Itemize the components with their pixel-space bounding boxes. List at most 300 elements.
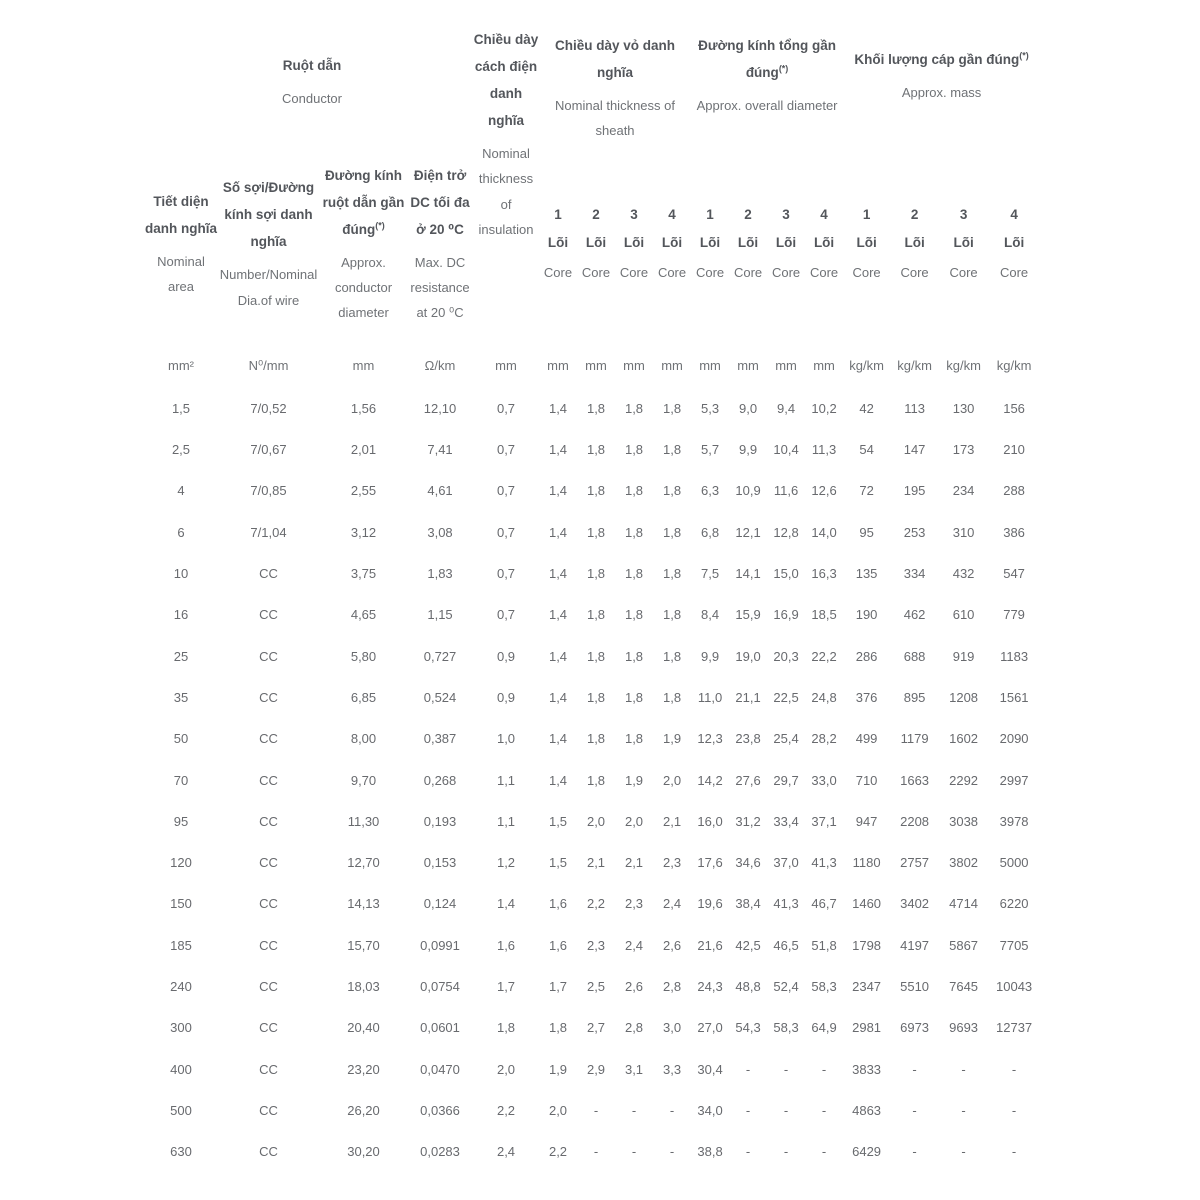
- unit-cell: mm: [495, 358, 517, 374]
- table-cell: 37,1: [811, 813, 837, 829]
- table-cell: 1,4: [548, 607, 568, 623]
- table-cell: CC: [259, 855, 278, 871]
- table-cell: 16: [173, 607, 189, 623]
- table-cell: 7,5: [701, 566, 720, 582]
- table-row: [145, 677, 1040, 718]
- table-cell: 10043: [996, 978, 1033, 994]
- table-cell: 12,70: [347, 855, 380, 871]
- table-cell: CC: [259, 1061, 278, 1077]
- table-cell: 7/1,04: [250, 524, 287, 540]
- table-cell: 33,0: [811, 772, 837, 788]
- table-cell: 1,9: [548, 1061, 568, 1077]
- table-cell: 0,124: [423, 896, 457, 912]
- table-cell: 9693: [949, 1020, 979, 1036]
- table-cell: 190: [855, 607, 878, 623]
- table-cell: -: [961, 1102, 966, 1118]
- table-cell: 1,7: [548, 978, 568, 994]
- table-cell: 2,0: [548, 1102, 568, 1118]
- table-cell: 6,8: [701, 524, 720, 540]
- group-header-overall-diameter: [691, 26, 843, 144]
- table-cell: 0,9: [496, 648, 516, 664]
- table-cell: 1,6: [496, 937, 516, 953]
- table-cell: 3,08: [427, 524, 453, 540]
- table-cell: 1,8: [586, 731, 606, 747]
- group-header-conductor: [217, 26, 407, 144]
- table-cell: 2,3: [624, 896, 644, 912]
- table-cell: 7/0,67: [250, 442, 287, 458]
- core-count-header-2: 2 Lõi Core: [733, 207, 763, 281]
- table-cell: 1,56: [350, 400, 377, 416]
- table-cell: 1208: [949, 689, 979, 705]
- table-cell: CC: [259, 937, 278, 953]
- table-cell: 14,0: [811, 524, 837, 540]
- table-cell: 1,8: [586, 648, 606, 664]
- table-cell: 0,0601: [420, 1020, 460, 1036]
- table-row: [145, 1131, 1040, 1172]
- table-cell: 51,8: [811, 937, 837, 953]
- table-cell: 1,8: [586, 566, 606, 582]
- table-cell: CC: [259, 1102, 278, 1118]
- table-cell: 9,4: [777, 400, 796, 416]
- table-cell: 386: [1003, 524, 1025, 540]
- units-row: [145, 344, 1040, 388]
- table-cell: 0,7: [496, 442, 516, 458]
- table-cell: 3402: [900, 896, 930, 912]
- table-cell: 2981: [852, 1020, 882, 1036]
- table-cell: -: [593, 1102, 599, 1118]
- table-cell: 6973: [900, 1020, 930, 1036]
- table-cell: 2292: [949, 772, 979, 788]
- table-row: [145, 925, 1040, 966]
- table-cell: 0,7: [496, 400, 516, 416]
- table-cell: 1460: [852, 896, 882, 912]
- table-cell: 20,3: [773, 648, 799, 664]
- table-cell: 14,1: [735, 566, 761, 582]
- table-cell: 1,4: [548, 731, 568, 747]
- table-cell: 10,4: [773, 442, 799, 458]
- table-row: [145, 966, 1040, 1007]
- table-cell: 23,20: [347, 1061, 380, 1077]
- table-cell: 42: [859, 400, 874, 416]
- table-cell: 3,75: [350, 566, 377, 582]
- column-header-area: [145, 144, 217, 344]
- table-cell: 30,20: [347, 1144, 380, 1160]
- table-cell: 0,387: [423, 731, 457, 747]
- table-cell: 5,3: [701, 400, 720, 416]
- unit-cell: kg/km: [946, 358, 981, 374]
- table-cell: 1,4: [548, 566, 568, 582]
- table-cell: 1,8: [586, 772, 606, 788]
- table-cell: 24,8: [811, 689, 837, 705]
- table-cell: 1,2: [496, 855, 516, 871]
- table-cell: 2,7: [586, 1020, 606, 1036]
- table-cell: 1,8: [662, 483, 682, 499]
- table-cell: -: [912, 1102, 917, 1118]
- table-cell: 48,8: [735, 978, 761, 994]
- table-cell: 0,7: [496, 483, 516, 499]
- core-count-header-1: 1 Lõi Core: [543, 207, 573, 281]
- table-cell: 5867: [949, 937, 979, 953]
- core-count-header-4: 4 Lõi Core: [809, 207, 839, 281]
- table-cell: 130: [952, 400, 975, 416]
- table-cell: 21,6: [697, 937, 723, 953]
- table-row: [145, 759, 1040, 800]
- table-cell: 156: [1003, 400, 1025, 416]
- table-cell: 5,80: [350, 648, 377, 664]
- table-cell: 2,0: [496, 1061, 516, 1077]
- table-cell: 7/0,52: [250, 400, 287, 416]
- table-cell: 1,83: [427, 566, 453, 582]
- table-cell: 1663: [900, 772, 930, 788]
- table-cell: 1,8: [586, 483, 606, 499]
- table-cell: 688: [903, 648, 926, 664]
- table-cell: 2208: [900, 813, 930, 829]
- table-cell: 7,41: [427, 442, 453, 458]
- table-cell: 3,0: [662, 1020, 682, 1036]
- table-row: [145, 718, 1040, 759]
- table-cell: 2,5: [171, 442, 191, 458]
- table-cell: 4197: [900, 937, 930, 953]
- table-cell: 1180: [852, 855, 881, 871]
- table-cell: -: [631, 1102, 637, 1118]
- table-row: [145, 429, 1040, 470]
- table-cell: 1,8: [624, 607, 644, 623]
- table-cell: 4714: [949, 896, 979, 912]
- table-cell: -: [961, 1061, 966, 1077]
- table-cell: 1,7: [496, 978, 516, 994]
- table-cell: 1,4: [548, 442, 568, 458]
- table-cell: 6,85: [350, 689, 377, 705]
- table-cell: 195: [903, 483, 926, 499]
- table-cell: 1,4: [548, 483, 568, 499]
- table-cell: CC: [259, 772, 278, 788]
- table-cell: CC: [259, 896, 278, 912]
- footnote-marker: (*): [778, 63, 789, 74]
- table-cell: 8,4: [701, 607, 720, 623]
- table-cell: CC: [259, 813, 278, 829]
- table-cell: -: [745, 1102, 751, 1118]
- table-body: [145, 388, 1040, 1173]
- table-cell: 1,8: [624, 731, 644, 747]
- table-cell: 50: [173, 731, 189, 747]
- table-cell: -: [593, 1144, 599, 1160]
- table-cell: 7705: [999, 937, 1029, 953]
- insulation-title-vi: Chiều dày cách điện danh nghĩa: [473, 32, 539, 128]
- table-cell: 12,6: [811, 483, 837, 499]
- table-cell: 1179: [900, 731, 929, 747]
- unit-cell: mm: [775, 358, 797, 374]
- table-cell: 1,8: [624, 648, 644, 664]
- table-cell: 0,153: [423, 855, 457, 871]
- table-cell: 38,8: [697, 1144, 723, 1160]
- table-cell: 27,0: [697, 1020, 723, 1036]
- table-cell: -: [1011, 1061, 1017, 1077]
- table-cell: 34,0: [697, 1102, 723, 1118]
- table-cell: 30,4: [697, 1061, 723, 1077]
- table-cell: 0,727: [423, 648, 457, 664]
- table-cell: 0,193: [423, 813, 457, 829]
- table-cell: 135: [855, 566, 878, 582]
- table-row: [145, 470, 1040, 511]
- table-cell: 1,8: [662, 566, 682, 582]
- table-cell: 547: [1003, 566, 1025, 582]
- table-cell: 1561: [999, 689, 1029, 705]
- table-cell: 12,3: [697, 731, 723, 747]
- table-cell: 3833: [852, 1061, 882, 1077]
- table-cell: 1798: [852, 937, 882, 953]
- table-cell: 14,2: [697, 772, 723, 788]
- table-cell: 1,8: [586, 400, 606, 416]
- table-cell: 1,8: [662, 689, 682, 705]
- table-cell: 2,0: [624, 813, 644, 829]
- table-cell: 895: [903, 689, 926, 705]
- table-cell: 27,6: [735, 772, 761, 788]
- sheath-group-title-vi: Chiều dày vỏ danh nghĩa: [555, 38, 676, 80]
- conductor-group-title-vi: Ruột dẫn: [282, 58, 342, 73]
- table-cell: 1,8: [662, 524, 682, 540]
- table-cell: 2,4: [624, 937, 644, 953]
- table-cell: -: [783, 1061, 789, 1077]
- table-cell: 1,8: [624, 524, 644, 540]
- area-title-vi: Tiết diện danh nghĩa: [145, 193, 217, 236]
- table-cell: 15,9: [735, 607, 761, 623]
- table-cell: 630: [170, 1144, 192, 1160]
- table-cell: 2,1: [586, 855, 606, 871]
- table-cell: 2,55: [350, 483, 377, 499]
- table-cell: 2,01: [350, 442, 377, 458]
- column-header-resistance: [407, 144, 473, 344]
- table-row: [145, 842, 1040, 883]
- group-header-row: [145, 26, 1040, 144]
- table-cell: 710: [855, 772, 878, 788]
- table-cell: 12737: [996, 1020, 1033, 1036]
- table-row: [145, 553, 1040, 594]
- table-cell: CC: [259, 1020, 278, 1036]
- table-cell: 22,5: [773, 689, 799, 705]
- unit-cell: N⁰/mm: [248, 357, 289, 373]
- table-cell: 19,0: [735, 648, 761, 664]
- table-cell: 95: [173, 813, 189, 829]
- column-header-insulation: [473, 26, 539, 344]
- table-cell: 14,13: [347, 896, 380, 912]
- table-cell: 1,9: [624, 772, 644, 788]
- footnote-marker: (*): [1019, 50, 1029, 61]
- unit-cell: mm²: [168, 358, 194, 374]
- table-cell: CC: [259, 566, 278, 582]
- core-count-header-3: 3 Lõi Core: [619, 207, 649, 281]
- table-cell: 2,6: [662, 937, 682, 953]
- table-cell: 42,5: [735, 937, 761, 953]
- table-cell: 2,6: [624, 978, 644, 994]
- table-cell: 253: [903, 524, 926, 540]
- table-cell: 18,03: [347, 978, 380, 994]
- table-cell: 70: [173, 772, 189, 788]
- table-cell: 2,4: [662, 896, 682, 912]
- table-cell: 2997: [999, 772, 1029, 788]
- table-cell: 2,9: [586, 1061, 606, 1077]
- table-cell: 19,6: [697, 896, 723, 912]
- table-cell: 173: [952, 442, 975, 458]
- table-cell: 1,5: [171, 400, 191, 416]
- table-cell: 779: [1003, 607, 1025, 623]
- table-cell: 288: [1003, 483, 1025, 499]
- table-cell: 185: [170, 937, 192, 953]
- table-cell: 5510: [900, 978, 930, 994]
- resistance-title-vi: Điện trở DC tối đa ở 20 ⁰C: [410, 167, 470, 237]
- table-cell: 2,4: [496, 1144, 516, 1160]
- table-cell: 1,4: [548, 648, 568, 664]
- unit-cell: mm: [623, 358, 645, 374]
- table-cell: 7/0,85: [250, 483, 287, 499]
- table-cell: 286: [855, 648, 878, 664]
- core-count-header-1: 1 Lõi Core: [695, 207, 725, 281]
- table-cell: 16,9: [773, 607, 799, 623]
- table-cell: 1,8: [662, 400, 682, 416]
- table-cell: 4,61: [427, 483, 453, 499]
- table-cell: 500: [170, 1102, 192, 1118]
- table-cell: CC: [259, 1144, 278, 1160]
- table-cell: 1,8: [586, 607, 606, 623]
- table-cell: -: [783, 1144, 789, 1160]
- table-cell: 0,268: [423, 772, 457, 788]
- core-count-header-3: 3 Lõi Core: [771, 207, 801, 281]
- table-cell: 1,4: [496, 896, 516, 912]
- table-cell: 1183: [1000, 648, 1029, 664]
- table-cell: 1,8: [624, 483, 644, 499]
- table-cell: CC: [259, 731, 278, 747]
- table-cell: 54,3: [735, 1020, 761, 1036]
- table-cell: 6220: [999, 896, 1029, 912]
- core-count-header-4: 4 Lõi Core: [999, 207, 1029, 281]
- table-cell: 46,5: [773, 937, 799, 953]
- table-cell: -: [669, 1144, 675, 1160]
- table-cell: 11,30: [347, 813, 380, 829]
- table-cell: 400: [170, 1061, 192, 1077]
- table-cell: 31,2: [735, 813, 761, 829]
- column-header-wire: [217, 144, 320, 344]
- table-cell: 41,3: [773, 896, 799, 912]
- table-cell: 3038: [949, 813, 979, 829]
- table-cell: 1,8: [496, 1020, 516, 1036]
- table-cell: 4: [177, 483, 185, 499]
- table-cell: 1,8: [662, 607, 682, 623]
- table-cell: 1,6: [548, 937, 568, 953]
- table-cell: 3,1: [624, 1061, 644, 1077]
- table-row: [145, 594, 1040, 635]
- table-cell: -: [912, 1061, 917, 1077]
- table-cell: 919: [952, 648, 975, 664]
- table-cell: 46,7: [811, 896, 837, 912]
- table-row: [145, 1007, 1040, 1048]
- table-cell: 7645: [949, 978, 979, 994]
- area-title-en: Nominal area: [157, 253, 205, 295]
- table-cell: 462: [903, 607, 926, 623]
- table-cell: 23,8: [735, 731, 761, 747]
- table-cell: 1602: [949, 731, 979, 747]
- table-row: [145, 883, 1040, 924]
- table-cell: 1,8: [548, 1020, 568, 1036]
- table-cell: 1,8: [624, 442, 644, 458]
- table-cell: 334: [903, 566, 926, 582]
- table-cell: 0,0470: [420, 1061, 460, 1077]
- table-cell: 12,8: [773, 524, 799, 540]
- table-row: [145, 1048, 1040, 1089]
- catalog-page: [0, 26, 1200, 1200]
- table-cell: 0,0366: [420, 1102, 460, 1118]
- table-cell: 1,1: [496, 813, 516, 829]
- table-cell: 2,8: [662, 978, 682, 994]
- table-cell: 12,10: [423, 400, 457, 416]
- unit-cell: kg/km: [849, 358, 884, 374]
- table-cell: 0,0991: [420, 937, 460, 953]
- table-cell: 0,7: [496, 607, 516, 623]
- table-cell: 1,8: [586, 524, 606, 540]
- table-cell: 210: [1003, 442, 1025, 458]
- table-cell: 2,8: [624, 1020, 644, 1036]
- table-cell: 29,7: [773, 772, 799, 788]
- unit-cell: mm: [352, 358, 375, 374]
- table-cell: 35: [173, 689, 189, 705]
- unit-cell: mm: [585, 358, 607, 374]
- table-cell: -: [631, 1144, 637, 1160]
- table-cell: 300: [170, 1020, 192, 1036]
- table-row: [145, 635, 1040, 676]
- table-cell: 2,1: [662, 813, 682, 829]
- table-cell: 21,1: [735, 689, 761, 705]
- table-cell: 0,0754: [420, 978, 460, 994]
- table-cell: 432: [952, 566, 975, 582]
- table-cell: 1,8: [662, 648, 682, 664]
- table-cell: 34,6: [735, 855, 761, 871]
- table-cell: 16,0: [697, 813, 723, 829]
- table-cell: 1,9: [662, 731, 682, 747]
- table-cell: 15,0: [773, 566, 799, 582]
- table-cell: 2,2: [548, 1144, 568, 1160]
- overall-diameter-group-title-en: Approx. overall diameter: [696, 98, 838, 113]
- table-cell: 2,2: [586, 896, 606, 912]
- table-cell: 9,9: [739, 442, 758, 458]
- table-cell: 20,40: [347, 1020, 380, 1036]
- overall-diameter-group-title-vi: Đường kính tổng gần đúng(*): [698, 38, 836, 80]
- table-cell: 9,9: [701, 648, 720, 664]
- spacer-cell: [145, 26, 217, 144]
- table-cell: 2,2: [496, 1102, 516, 1118]
- table-cell: 1,8: [586, 442, 606, 458]
- table-cell: 6: [177, 524, 185, 540]
- table-cell: 0,0283: [420, 1144, 460, 1160]
- table-cell: 26,20: [347, 1102, 380, 1118]
- table-cell: 2,0: [586, 813, 606, 829]
- table-cell: 9,70: [350, 772, 377, 788]
- conductor-diameter-title-vi: Đường kính ruột dẫn gần đúng(*): [322, 167, 405, 237]
- table-cell: -: [1011, 1102, 1017, 1118]
- table-cell: 1,4: [548, 524, 568, 540]
- wire-title-en: Number/Nominal Dia.of wire: [219, 267, 318, 308]
- table-cell: CC: [259, 607, 278, 623]
- table-cell: 150: [170, 896, 192, 912]
- unit-cell: mm: [699, 358, 721, 374]
- table-cell: 72: [859, 483, 874, 499]
- mass-group-title-vi: Khối lượng cáp gần đúng(*): [854, 50, 1029, 67]
- table-cell: 147: [903, 442, 926, 458]
- core-count-header-2: 2 Lõi Core: [900, 207, 929, 281]
- table-cell: 33,4: [773, 813, 799, 829]
- table-cell: 0,7: [496, 566, 516, 582]
- table-cell: 12,1: [735, 524, 761, 540]
- core-count-header-4: 4 Lõi Core: [657, 207, 687, 281]
- table-cell: 1,4: [548, 689, 568, 705]
- insulation-title-en: Nominal thickness of insulation: [478, 146, 534, 238]
